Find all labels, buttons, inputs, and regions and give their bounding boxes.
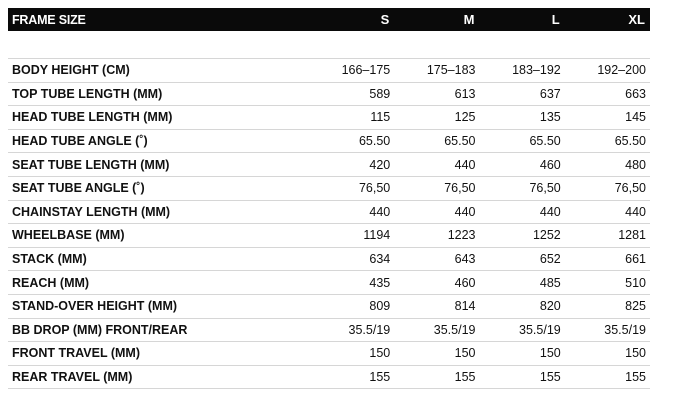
row-value: 809 (369, 299, 391, 314)
size-header-xl: XL (628, 12, 645, 27)
row-value: 155 (539, 370, 561, 385)
row-value: 440 (369, 204, 391, 219)
table-row (8, 341, 650, 365)
row-value: 510 (625, 275, 646, 290)
row-value: 145 (625, 110, 646, 125)
row-label: REAR TRAVEL (MM) (12, 370, 133, 385)
table-row (8, 82, 650, 106)
table-row (8, 200, 650, 224)
row-value: 435 (369, 275, 391, 290)
row-label: FRONT TRAVEL (MM) (12, 346, 140, 361)
row-value: 643 (454, 252, 476, 267)
row-value: 35.5/19 (604, 322, 646, 337)
table-header (8, 8, 650, 31)
row-label: REACH (MM) (12, 275, 90, 290)
row-value: 155 (625, 370, 646, 385)
row-value: 155 (369, 370, 391, 385)
size-header-l: L (551, 12, 560, 27)
row-value: 1223 (447, 228, 476, 243)
row-value: 1281 (618, 228, 646, 243)
table-row (8, 105, 650, 129)
row-value: 440 (454, 204, 476, 219)
row-value: 480 (625, 157, 646, 172)
row-label: HEAD TUBE LENGTH (MM) (12, 110, 173, 125)
row-label: STACK (MM) (12, 252, 87, 267)
row-value: 820 (539, 299, 561, 314)
table-row (8, 247, 650, 271)
row-value: 35.5/19 (519, 322, 561, 337)
row-value: 150 (625, 346, 646, 361)
row-value: 485 (539, 275, 561, 290)
frame-size-table (8, 8, 650, 389)
row-value: 825 (625, 299, 646, 314)
row-value: 652 (539, 252, 561, 267)
row-value: 460 (539, 157, 561, 172)
row-value: 135 (539, 110, 561, 125)
table-row (8, 318, 650, 342)
row-value: 65.50 (444, 134, 476, 149)
table-row (8, 176, 650, 200)
row-value: 192–200 (597, 63, 646, 78)
row-label: SEAT TUBE LENGTH (MM) (12, 157, 170, 172)
row-value: 637 (539, 86, 561, 101)
row-label: SEAT TUBE ANGLE (˚) (12, 181, 145, 196)
row-value: 150 (539, 346, 561, 361)
row-value: 634 (369, 252, 391, 267)
row-label: WHEELBASE (MM) (12, 228, 125, 243)
table-row (8, 270, 650, 294)
row-label: BB DROP (MM) FRONT/REAR (12, 322, 188, 337)
row-value: 35.5/19 (348, 322, 391, 337)
size-header-m: M (463, 12, 475, 27)
row-value: 76,50 (529, 181, 561, 196)
table-row (8, 129, 650, 153)
row-value: 35.5/19 (433, 322, 476, 337)
row-value: 175–183 (426, 63, 476, 78)
table-row (8, 152, 650, 176)
header-label: FRAME SIZE (12, 12, 86, 27)
row-value: 150 (454, 346, 476, 361)
row-value: 440 (454, 157, 476, 172)
row-value: 420 (369, 157, 391, 172)
table-row (8, 294, 650, 318)
row-value: 166–175 (341, 63, 391, 78)
row-label: CHAINSTAY LENGTH (MM) (12, 204, 171, 219)
table-row (8, 365, 650, 390)
row-value: 814 (454, 299, 476, 314)
row-label: STAND-OVER HEIGHT (MM) (12, 299, 178, 314)
row-value: 440 (625, 204, 646, 219)
size-header-s: S (380, 12, 390, 27)
row-value: 589 (369, 86, 391, 101)
row-value: 150 (369, 346, 391, 361)
row-label: BODY HEIGHT (CM) (12, 63, 130, 78)
row-label: TOP TUBE LENGTH (MM) (12, 86, 163, 101)
row-value: 115 (370, 110, 391, 125)
row-value: 125 (454, 110, 476, 125)
row-label: HEAD TUBE ANGLE (˚) (12, 134, 148, 149)
row-value: 65.50 (614, 134, 646, 149)
row-value: 613 (454, 86, 476, 101)
row-value: 1252 (532, 228, 561, 243)
row-value: 1194 (363, 228, 391, 243)
row-value: 440 (539, 204, 561, 219)
row-value: 76,50 (358, 181, 391, 196)
row-value: 460 (454, 275, 476, 290)
row-value: 183–192 (512, 63, 561, 78)
row-value: 65.50 (358, 134, 391, 149)
row-value: 65.50 (529, 134, 561, 149)
row-value: 661 (625, 252, 646, 267)
row-value: 76,50 (444, 181, 476, 196)
row-value: 155 (454, 370, 476, 385)
table-row (8, 223, 650, 247)
row-value: 76,50 (614, 181, 646, 196)
table-body (8, 58, 650, 389)
header-spacer (8, 31, 650, 58)
table-row (8, 58, 650, 82)
row-value: 663 (625, 86, 646, 101)
